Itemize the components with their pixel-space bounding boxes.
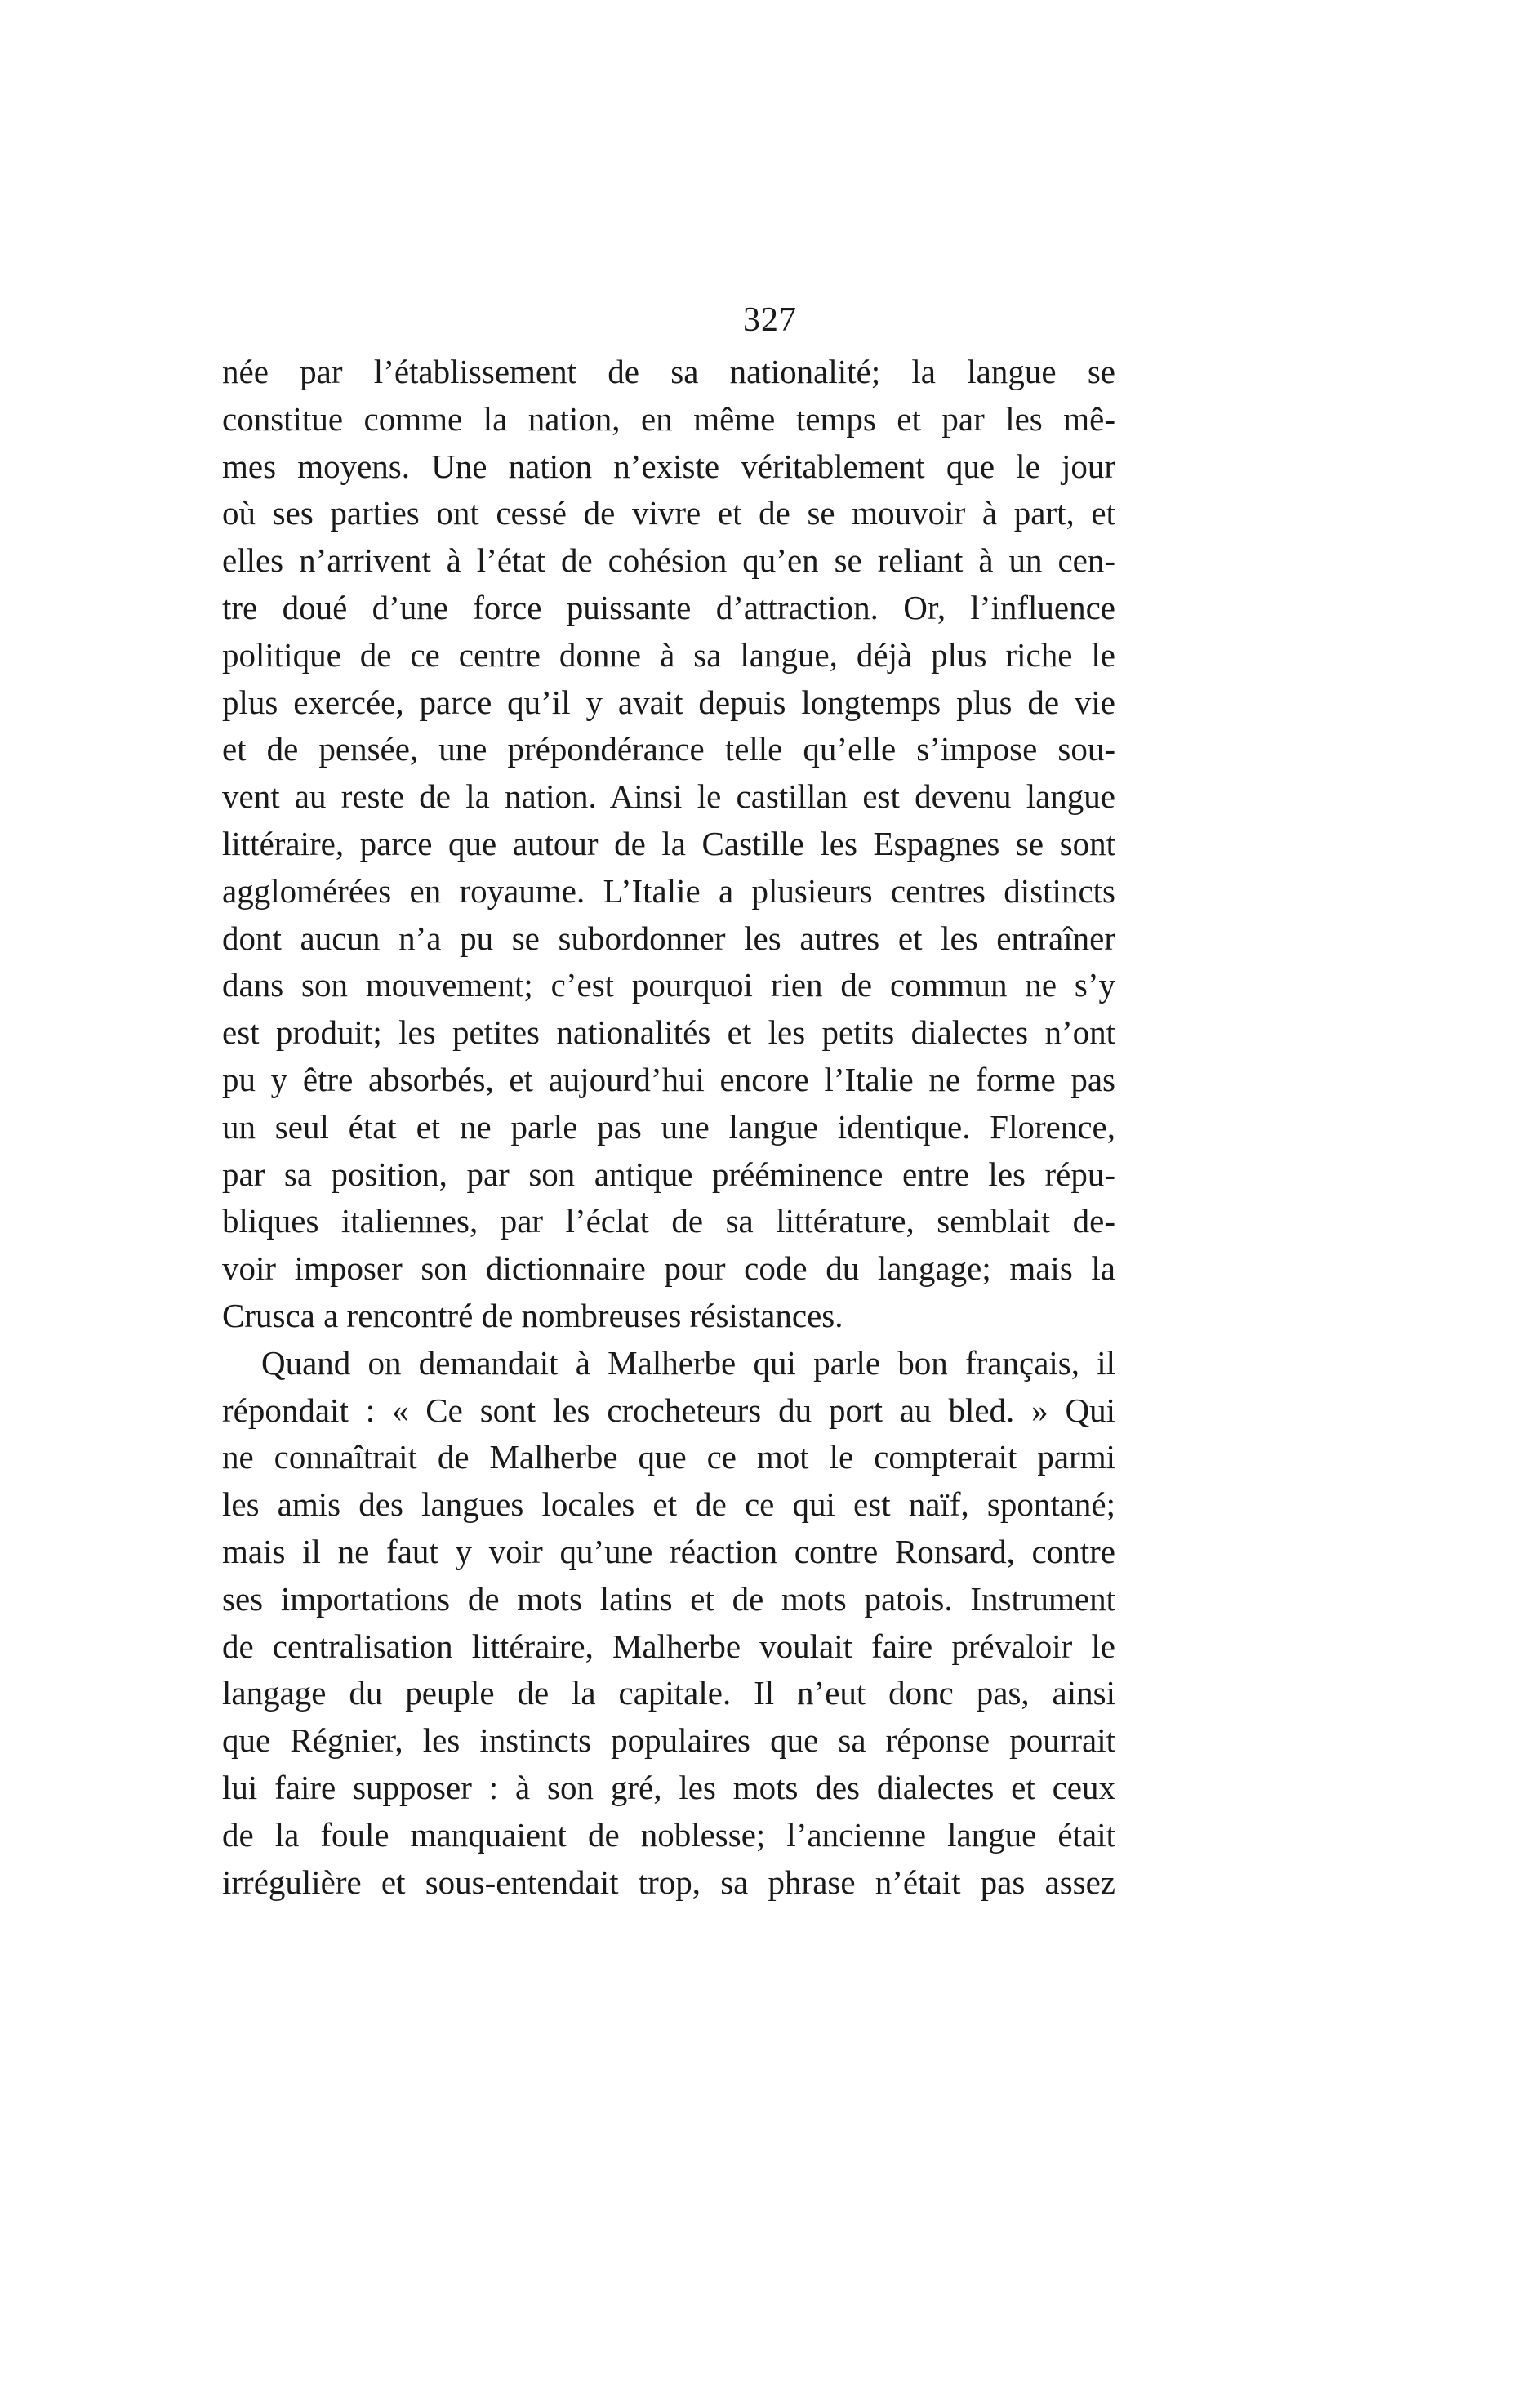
page-body: [222, 349, 1115, 1906]
text-line: voir imposer son dictionnaire pour code du langage; mais la: [222, 1249, 1115, 1288]
text-line: répondait : « Ce sont les crocheteurs du port au bled. » Qui: [222, 1391, 1115, 1429]
text-line: de la foule manquaient de noblesse; l’ancienne langue était: [222, 1815, 1115, 1854]
paragraph-2: [222, 1340, 1115, 1907]
text-line: que Régnier, les instincts populaires que sa réponse pourrait: [222, 1721, 1115, 1760]
text-line: mes moyens. Une nation n’existe véritablement que le jour: [222, 447, 1115, 485]
text-line: pu y être absorbés, et aujourd’hui encore l’Italie ne forme pas: [222, 1060, 1115, 1098]
text-line: constitue comme la nation, en même temps et par les mê-: [222, 399, 1115, 438]
text-line: les amis des langues locales et de ce qui est naïf, spontané;: [222, 1485, 1115, 1524]
text-line: un seul état et ne parle pas une langue identique. Florence,: [222, 1107, 1115, 1146]
text-line: littéraire, parce que autour de la Castille les Espagnes se sont: [222, 824, 1115, 862]
text-line: vent au reste de la nation. Ainsi le castillan est devenu langue: [222, 777, 1115, 816]
text-line: elles n’arrivent à l’état de cohésion qu’en se reliant à un cen-: [222, 541, 1115, 580]
text-line: née par l’établissement de sa nationalité; la langue se: [222, 353, 1115, 390]
text-line: Crusca a rencontré de nombreuses résistances.: [222, 1296, 843, 1334]
text-line: par sa position, par son antique prééminence entre les répu-: [222, 1155, 1115, 1193]
page-number: 327: [743, 301, 797, 339]
text-line: lui faire supposer : à son gré, les mots des dialectes et ceux: [222, 1768, 1115, 1806]
text-line: langage du peuple de la capitale. Il n’eut donc pas, ainsi: [222, 1674, 1115, 1712]
text-line: tre doué d’une force puissante d’attraction. Or, l’influence: [222, 588, 1115, 626]
text-line: de centralisation littéraire, Malherbe voulait faire prévaloir le: [222, 1627, 1115, 1665]
text-line: politique de ce centre donne à sa langue, déjà plus riche le: [222, 635, 1115, 674]
text-line: est produit; les petites nationalités et les petits dialectes n’ont: [222, 1013, 1115, 1052]
text-line: et de pensée, une prépondérance telle qu’elle s’impose sou-: [222, 730, 1115, 768]
text-line: dont aucun n’a pu se subordonner les autres et les entraîner: [222, 919, 1115, 957]
text-line: dans son mouvement; c’est pourquoi rien de commun ne s’y: [222, 966, 1115, 1004]
text-line: mais il ne faut y voir qu’une réaction contre Ronsard, contre: [222, 1532, 1115, 1570]
text-line: irrégulière et sous-entendait trop, sa phrase n’était pas assez: [222, 1863, 1115, 1901]
text-line: où ses parties ont cessé de vivre et de se mouvoir à part, et: [222, 494, 1115, 532]
text-line: ses importations de mots latins et de mots patois. Instrument: [222, 1579, 1115, 1618]
text-line: ne connaîtrait de Malherbe que ce mot le compterait parmi: [222, 1438, 1115, 1476]
text-line: Quand on demandait à Malherbe qui parle bon français, il: [261, 1343, 1115, 1382]
text-line: plus exercée, parce qu’il y avait depuis longtemps plus de vie: [222, 683, 1115, 721]
text-line: bliques italiennes, par l’éclat de sa littérature, semblait de-: [222, 1202, 1115, 1240]
paragraph-1: [222, 349, 1115, 1340]
text-line: agglomérées en royaume. L’Italie a plusieurs centres distincts: [222, 871, 1115, 910]
